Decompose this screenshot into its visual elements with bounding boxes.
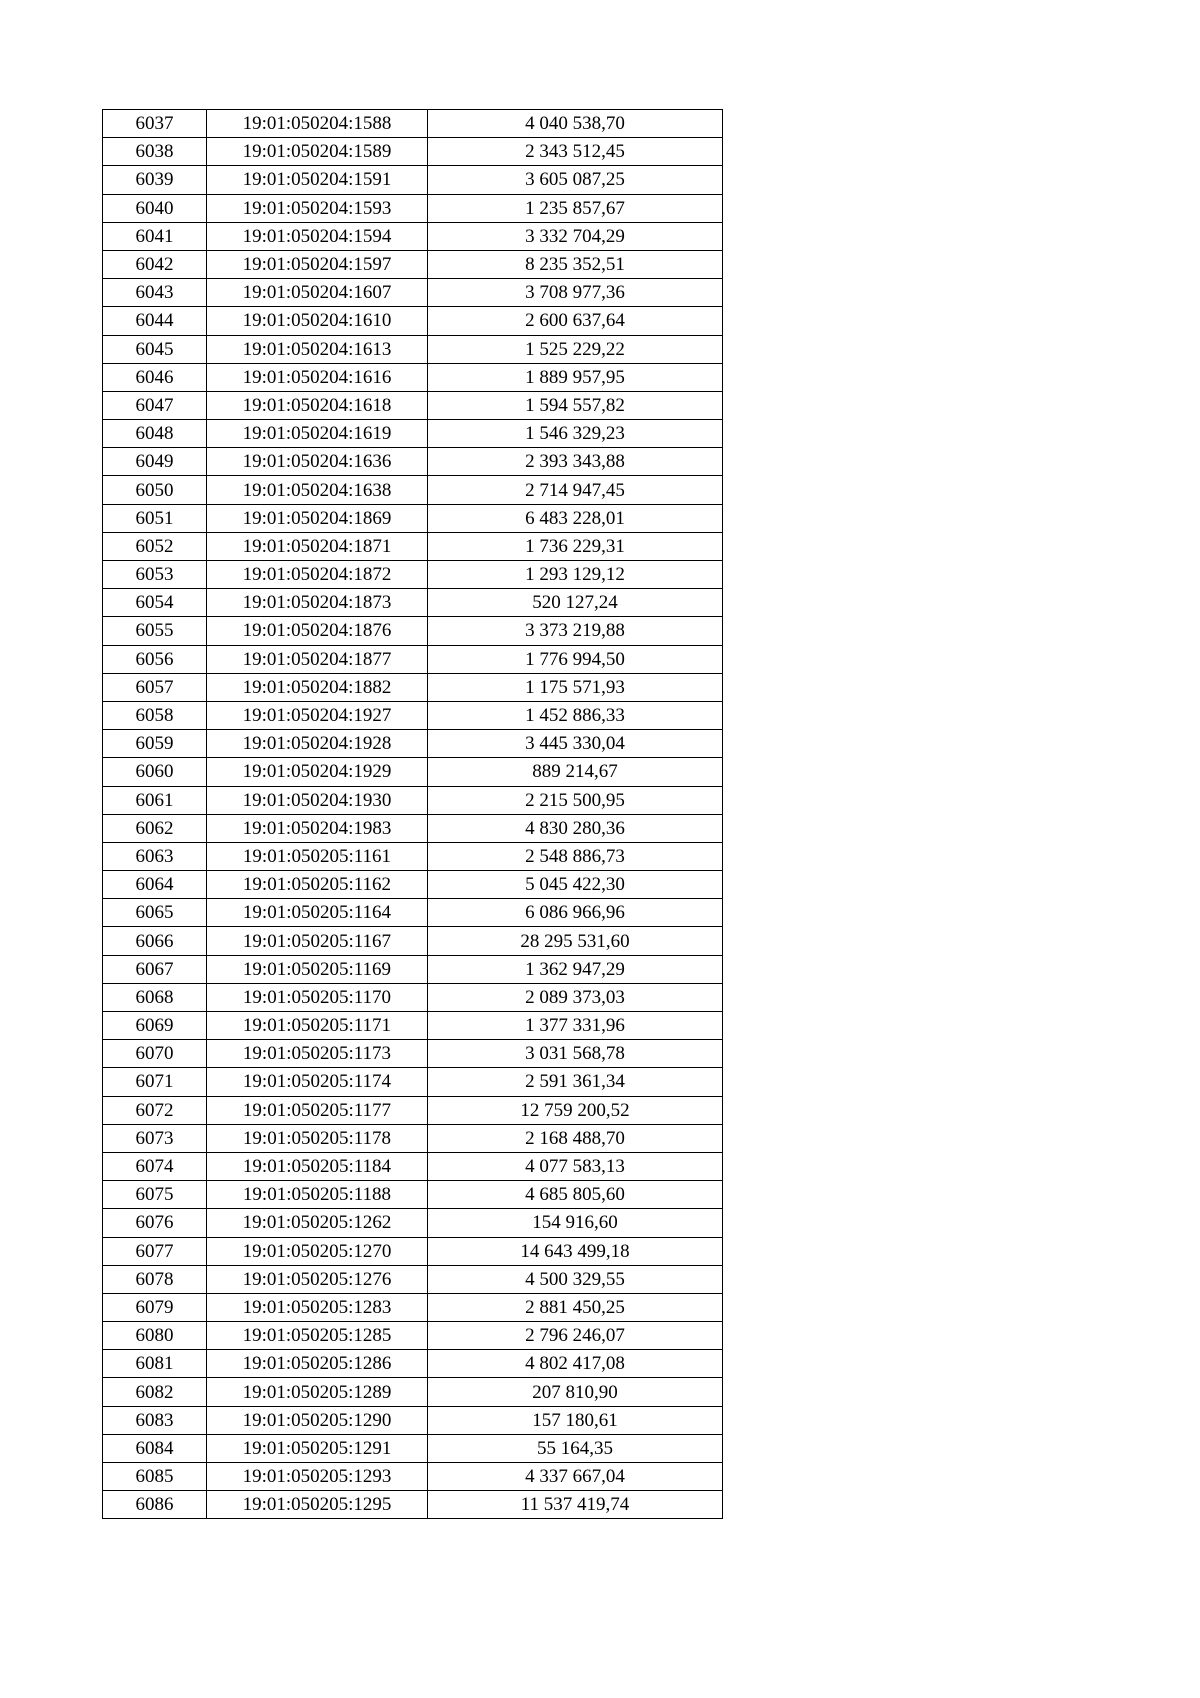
cadastral-number-cell: 19:01:050204:1871 bbox=[207, 532, 428, 560]
table-row bbox=[103, 335, 723, 363]
cadastral-number-cell: 19:01:050205:1177 bbox=[207, 1096, 428, 1124]
cadastral-number-cell: 19:01:050205:1262 bbox=[207, 1209, 428, 1237]
cadastral-number-cell: 19:01:050205:1171 bbox=[207, 1012, 428, 1040]
table-row bbox=[103, 1265, 723, 1293]
cadastral-value-cell: 2 548 886,73 bbox=[428, 842, 723, 870]
table-row bbox=[103, 363, 723, 391]
table-row bbox=[103, 955, 723, 983]
cadastral-number-cell: 19:01:050204:1927 bbox=[207, 701, 428, 729]
cadastral-number-cell: 19:01:050205:1164 bbox=[207, 899, 428, 927]
table-row bbox=[103, 1491, 723, 1519]
cadastral-value-cell: 2 881 450,25 bbox=[428, 1293, 723, 1321]
table-row bbox=[103, 617, 723, 645]
table-row bbox=[103, 1096, 723, 1124]
table-row bbox=[103, 1322, 723, 1350]
table-row bbox=[103, 589, 723, 617]
cadastral-number-cell: 19:01:050204:1594 bbox=[207, 222, 428, 250]
row-number-cell: 6063 bbox=[103, 842, 207, 870]
table-row bbox=[103, 420, 723, 448]
cadastral-number-cell: 19:01:050204:1589 bbox=[207, 138, 428, 166]
cadastral-number-cell: 19:01:050204:1876 bbox=[207, 617, 428, 645]
table-row bbox=[103, 194, 723, 222]
row-number-cell: 6076 bbox=[103, 1209, 207, 1237]
row-number-cell: 6073 bbox=[103, 1124, 207, 1152]
cadastral-number-cell: 19:01:050205:1295 bbox=[207, 1491, 428, 1519]
row-number-cell: 6083 bbox=[103, 1406, 207, 1434]
cadastral-value-cell: 4 500 329,55 bbox=[428, 1265, 723, 1293]
cadastral-value-cell: 2 796 246,07 bbox=[428, 1322, 723, 1350]
cadastral-number-cell: 19:01:050205:1291 bbox=[207, 1434, 428, 1462]
row-number-cell: 6066 bbox=[103, 927, 207, 955]
table-row bbox=[103, 561, 723, 589]
table-row bbox=[103, 1237, 723, 1265]
cadastral-value-cell: 1 525 229,22 bbox=[428, 335, 723, 363]
row-number-cell: 6064 bbox=[103, 871, 207, 899]
cadastral-value-cell: 12 759 200,52 bbox=[428, 1096, 723, 1124]
row-number-cell: 6039 bbox=[103, 166, 207, 194]
table-row bbox=[103, 504, 723, 532]
cadastral-value-cell: 2 089 373,03 bbox=[428, 983, 723, 1011]
cadastral-value-cell: 11 537 419,74 bbox=[428, 1491, 723, 1519]
cadastral-number-cell: 19:01:050204:1607 bbox=[207, 279, 428, 307]
cadastral-number-cell: 19:01:050204:1877 bbox=[207, 645, 428, 673]
table-row bbox=[103, 1350, 723, 1378]
cadastral-value-cell: 4 077 583,13 bbox=[428, 1152, 723, 1180]
row-number-cell: 6067 bbox=[103, 955, 207, 983]
row-number-cell: 6068 bbox=[103, 983, 207, 1011]
cadastral-number-cell: 19:01:050204:1930 bbox=[207, 786, 428, 814]
row-number-cell: 6070 bbox=[103, 1040, 207, 1068]
cadastral-value-cell: 207 810,90 bbox=[428, 1378, 723, 1406]
table-row bbox=[103, 250, 723, 278]
cadastral-value-cell: 2 714 947,45 bbox=[428, 476, 723, 504]
row-number-cell: 6079 bbox=[103, 1293, 207, 1321]
cadastral-value-cell: 1 546 329,23 bbox=[428, 420, 723, 448]
table-row bbox=[103, 730, 723, 758]
cadastral-number-cell: 19:01:050205:1170 bbox=[207, 983, 428, 1011]
cadastral-number-cell: 19:01:050204:1597 bbox=[207, 250, 428, 278]
row-number-cell: 6045 bbox=[103, 335, 207, 363]
cadastral-number-cell: 19:01:050204:1618 bbox=[207, 391, 428, 419]
row-number-cell: 6047 bbox=[103, 391, 207, 419]
table-row bbox=[103, 927, 723, 955]
cadastral-value-cell: 14 643 499,18 bbox=[428, 1237, 723, 1265]
cadastral-number-cell: 19:01:050205:1184 bbox=[207, 1152, 428, 1180]
cadastral-value-cell: 3 445 330,04 bbox=[428, 730, 723, 758]
cadastral-value-cell: 4 337 667,04 bbox=[428, 1463, 723, 1491]
cadastral-number-cell: 19:01:050204:1613 bbox=[207, 335, 428, 363]
table-row bbox=[103, 391, 723, 419]
cadastral-number-cell: 19:01:050205:1178 bbox=[207, 1124, 428, 1152]
cadastral-value-cell: 154 916,60 bbox=[428, 1209, 723, 1237]
row-number-cell: 6057 bbox=[103, 673, 207, 701]
cadastral-number-cell: 19:01:050205:1270 bbox=[207, 1237, 428, 1265]
table-row bbox=[103, 701, 723, 729]
cadastral-value-cell: 28 295 531,60 bbox=[428, 927, 723, 955]
cadastral-number-cell: 19:01:050205:1174 bbox=[207, 1068, 428, 1096]
table-row bbox=[103, 786, 723, 814]
table-row bbox=[103, 1209, 723, 1237]
table-row bbox=[103, 1152, 723, 1180]
row-number-cell: 6041 bbox=[103, 222, 207, 250]
cadastral-value-cell: 157 180,61 bbox=[428, 1406, 723, 1434]
table-row bbox=[103, 307, 723, 335]
row-number-cell: 6056 bbox=[103, 645, 207, 673]
table-row bbox=[103, 871, 723, 899]
cadastral-value-cell: 3 373 219,88 bbox=[428, 617, 723, 645]
row-number-cell: 6069 bbox=[103, 1012, 207, 1040]
table-row bbox=[103, 983, 723, 1011]
cadastral-value-cell: 4 830 280,36 bbox=[428, 814, 723, 842]
cadastral-value-cell: 2 343 512,45 bbox=[428, 138, 723, 166]
row-number-cell: 6060 bbox=[103, 758, 207, 786]
row-number-cell: 6053 bbox=[103, 561, 207, 589]
cadastral-number-cell: 19:01:050204:1593 bbox=[207, 194, 428, 222]
cadastral-number-cell: 19:01:050205:1188 bbox=[207, 1181, 428, 1209]
cadastral-value-cell: 3 708 977,36 bbox=[428, 279, 723, 307]
row-number-cell: 6072 bbox=[103, 1096, 207, 1124]
cadastral-value-cell: 6 086 966,96 bbox=[428, 899, 723, 927]
cadastral-number-cell: 19:01:050205:1290 bbox=[207, 1406, 428, 1434]
cadastral-number-cell: 19:01:050205:1173 bbox=[207, 1040, 428, 1068]
cadastral-value-cell: 1 736 229,31 bbox=[428, 532, 723, 560]
cadastral-value-cell: 2 215 500,95 bbox=[428, 786, 723, 814]
row-number-cell: 6059 bbox=[103, 730, 207, 758]
row-number-cell: 6038 bbox=[103, 138, 207, 166]
table-row bbox=[103, 1181, 723, 1209]
table-row bbox=[103, 1406, 723, 1434]
cadastral-value-cell: 3 332 704,29 bbox=[428, 222, 723, 250]
cadastral-value-cell: 3 031 568,78 bbox=[428, 1040, 723, 1068]
row-number-cell: 6062 bbox=[103, 814, 207, 842]
cadastral-value-cell: 1 235 857,67 bbox=[428, 194, 723, 222]
row-number-cell: 6065 bbox=[103, 899, 207, 927]
cadastral-number-cell: 19:01:050204:1619 bbox=[207, 420, 428, 448]
cadastral-number-cell: 19:01:050204:1616 bbox=[207, 363, 428, 391]
table-row bbox=[103, 222, 723, 250]
cadastral-number-cell: 19:01:050204:1636 bbox=[207, 448, 428, 476]
cadastral-number-cell: 19:01:050204:1873 bbox=[207, 589, 428, 617]
row-number-cell: 6075 bbox=[103, 1181, 207, 1209]
cadastral-value-cell: 55 164,35 bbox=[428, 1434, 723, 1462]
table-row bbox=[103, 279, 723, 307]
cadastral-value-cell: 1 362 947,29 bbox=[428, 955, 723, 983]
cadastral-value-cell: 2 168 488,70 bbox=[428, 1124, 723, 1152]
table-row bbox=[103, 476, 723, 504]
row-number-cell: 6050 bbox=[103, 476, 207, 504]
row-number-cell: 6051 bbox=[103, 504, 207, 532]
cadastral-number-cell: 19:01:050204:1872 bbox=[207, 561, 428, 589]
table-row bbox=[103, 1124, 723, 1152]
row-number-cell: 6042 bbox=[103, 250, 207, 278]
table-row bbox=[103, 1293, 723, 1321]
cadastral-value-cell: 2 600 637,64 bbox=[428, 307, 723, 335]
cadastral-value-cell: 4 685 805,60 bbox=[428, 1181, 723, 1209]
table-row bbox=[103, 645, 723, 673]
table-row bbox=[103, 1434, 723, 1462]
row-number-cell: 6043 bbox=[103, 279, 207, 307]
cadastral-number-cell: 19:01:050205:1169 bbox=[207, 955, 428, 983]
cadastral-value-cell: 5 045 422,30 bbox=[428, 871, 723, 899]
row-number-cell: 6082 bbox=[103, 1378, 207, 1406]
row-number-cell: 6058 bbox=[103, 701, 207, 729]
table-body bbox=[103, 110, 723, 1519]
cadastral-value-cell: 1 377 331,96 bbox=[428, 1012, 723, 1040]
row-number-cell: 6086 bbox=[103, 1491, 207, 1519]
cadastral-value-cell: 6 483 228,01 bbox=[428, 504, 723, 532]
cadastral-number-cell: 19:01:050205:1167 bbox=[207, 927, 428, 955]
table-row bbox=[103, 842, 723, 870]
cadastral-value-cell: 2 393 343,88 bbox=[428, 448, 723, 476]
row-number-cell: 6055 bbox=[103, 617, 207, 645]
row-number-cell: 6081 bbox=[103, 1350, 207, 1378]
row-number-cell: 6074 bbox=[103, 1152, 207, 1180]
table-row bbox=[103, 1068, 723, 1096]
cadastral-number-cell: 19:01:050205:1293 bbox=[207, 1463, 428, 1491]
row-number-cell: 6077 bbox=[103, 1237, 207, 1265]
table-row bbox=[103, 166, 723, 194]
cadastral-number-cell: 19:01:050204:1588 bbox=[207, 110, 428, 138]
table-row bbox=[103, 138, 723, 166]
table-row bbox=[103, 1040, 723, 1068]
cadastral-value-cell: 889 214,67 bbox=[428, 758, 723, 786]
row-number-cell: 6052 bbox=[103, 532, 207, 560]
cadastral-value-cell: 1 293 129,12 bbox=[428, 561, 723, 589]
cadastral-value-cell: 1 594 557,82 bbox=[428, 391, 723, 419]
table-row bbox=[103, 673, 723, 701]
cadastral-number-cell: 19:01:050204:1929 bbox=[207, 758, 428, 786]
cadastral-value-cell: 4 040 538,70 bbox=[428, 110, 723, 138]
row-number-cell: 6048 bbox=[103, 420, 207, 448]
cadastral-number-cell: 19:01:050205:1276 bbox=[207, 1265, 428, 1293]
cadastral-value-cell: 1 889 957,95 bbox=[428, 363, 723, 391]
cadastral-value-cell: 1 776 994,50 bbox=[428, 645, 723, 673]
cadastral-number-cell: 19:01:050204:1882 bbox=[207, 673, 428, 701]
table-row bbox=[103, 448, 723, 476]
row-number-cell: 6080 bbox=[103, 1322, 207, 1350]
cadastral-value-cell: 520 127,24 bbox=[428, 589, 723, 617]
cadastral-number-cell: 19:01:050205:1286 bbox=[207, 1350, 428, 1378]
row-number-cell: 6049 bbox=[103, 448, 207, 476]
row-number-cell: 6078 bbox=[103, 1265, 207, 1293]
cadastral-number-cell: 19:01:050204:1869 bbox=[207, 504, 428, 532]
cadastral-number-cell: 19:01:050205:1285 bbox=[207, 1322, 428, 1350]
cadastral-value-table bbox=[102, 109, 723, 1519]
cadastral-number-cell: 19:01:050205:1283 bbox=[207, 1293, 428, 1321]
row-number-cell: 6044 bbox=[103, 307, 207, 335]
cadastral-value-cell: 2 591 361,34 bbox=[428, 1068, 723, 1096]
cadastral-number-cell: 19:01:050205:1161 bbox=[207, 842, 428, 870]
cadastral-value-cell: 8 235 352,51 bbox=[428, 250, 723, 278]
cadastral-number-cell: 19:01:050204:1610 bbox=[207, 307, 428, 335]
row-number-cell: 6040 bbox=[103, 194, 207, 222]
table-row bbox=[103, 758, 723, 786]
cadastral-number-cell: 19:01:050204:1638 bbox=[207, 476, 428, 504]
cadastral-number-cell: 19:01:050205:1289 bbox=[207, 1378, 428, 1406]
cadastral-number-cell: 19:01:050205:1162 bbox=[207, 871, 428, 899]
table-row bbox=[103, 532, 723, 560]
table-row bbox=[103, 110, 723, 138]
table-row bbox=[103, 1012, 723, 1040]
cadastral-number-cell: 19:01:050204:1928 bbox=[207, 730, 428, 758]
row-number-cell: 6054 bbox=[103, 589, 207, 617]
row-number-cell: 6084 bbox=[103, 1434, 207, 1462]
row-number-cell: 6061 bbox=[103, 786, 207, 814]
table-row bbox=[103, 1378, 723, 1406]
table-row bbox=[103, 899, 723, 927]
cadastral-number-cell: 19:01:050204:1591 bbox=[207, 166, 428, 194]
cadastral-value-cell: 1 175 571,93 bbox=[428, 673, 723, 701]
cadastral-value-cell: 1 452 886,33 bbox=[428, 701, 723, 729]
table-row bbox=[103, 814, 723, 842]
cadastral-value-cell: 3 605 087,25 bbox=[428, 166, 723, 194]
row-number-cell: 6046 bbox=[103, 363, 207, 391]
table-row bbox=[103, 1463, 723, 1491]
row-number-cell: 6037 bbox=[103, 110, 207, 138]
cadastral-number-cell: 19:01:050204:1983 bbox=[207, 814, 428, 842]
row-number-cell: 6085 bbox=[103, 1463, 207, 1491]
cadastral-value-cell: 4 802 417,08 bbox=[428, 1350, 723, 1378]
row-number-cell: 6071 bbox=[103, 1068, 207, 1096]
